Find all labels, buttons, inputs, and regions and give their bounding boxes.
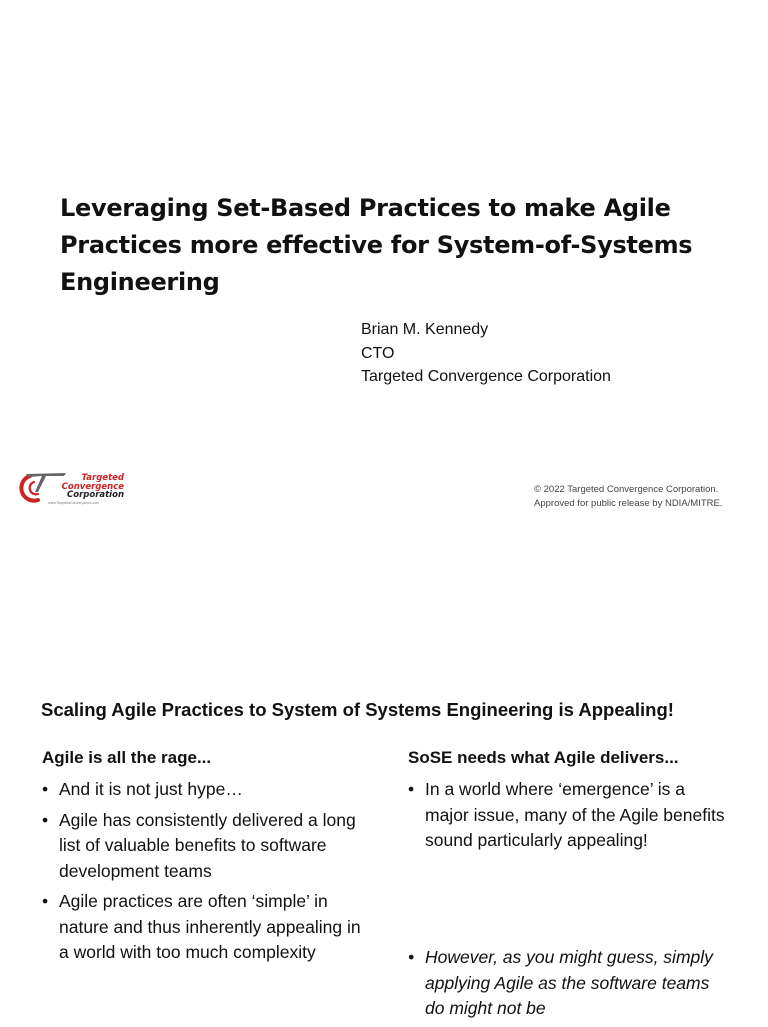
list-item: • However, as you might guess, simply applying Agile as the software teams do might not be — [408, 947, 713, 1018]
bullet-icon: • — [42, 779, 49, 799]
bullet-icon: • — [42, 891, 49, 911]
left-bullet-list — [42, 777, 372, 971]
author-name: Brian M. Kennedy — [361, 321, 489, 338]
svg-text:Convergence: Convergence — [61, 482, 124, 492]
list-item: • And it is not just hype… — [42, 777, 372, 803]
copyright-line-1: © 2022 Targeted Convergence Corporation. — [534, 484, 719, 495]
svg-text:www.TargetedConvergence.com: www.TargetedConvergence.com — [48, 501, 100, 505]
slide-title — [60, 190, 700, 301]
right-italic-bullet-list — [408, 945, 728, 1027]
svg-text:Corporation: Corporation — [67, 490, 124, 500]
list-item: • Agile has consistently delivered a long list of valuable benefits to software development teams — [42, 809, 356, 881]
company-logo — [16, 470, 128, 506]
title-line-2: Practices more effective for System-of-Systems — [60, 231, 693, 259]
title-line-3: Engineering — [60, 268, 220, 296]
svg-text:Targeted: Targeted — [81, 473, 124, 483]
left-column-heading: Agile is all the rage... — [42, 748, 212, 767]
bullet-icon: • — [42, 809, 49, 830]
title-line-1: Leveraging Set-Based Practices to make Agile — [60, 194, 671, 222]
right-bullet-list — [408, 777, 728, 859]
bullet-icon: • — [408, 947, 415, 967]
author-role: CTO — [361, 344, 395, 362]
slide-2-title: Scaling Agile Practices to System of Systems Engineering is Appealing! — [41, 699, 674, 720]
copyright-notice — [534, 483, 723, 511]
list-item: • Agile practices are often ‘simple’ in nature and thus inherently appealing in a world with too much complexity — [42, 891, 361, 962]
logo-mark-icon — [16, 470, 128, 506]
right-column-heading: SoSE needs what Agile delivers... — [408, 748, 679, 767]
author-block — [361, 318, 611, 389]
list-item: • In a world where ‘emergence’ is a major issue, many of the Agile benefits sound particularly appealing! — [408, 779, 725, 850]
author-company: Targeted Convergence Corporation — [361, 368, 611, 385]
bullet-icon: • — [408, 779, 415, 799]
copyright-line-2: Approved for public release by NDIA/MITRE. — [534, 498, 723, 509]
